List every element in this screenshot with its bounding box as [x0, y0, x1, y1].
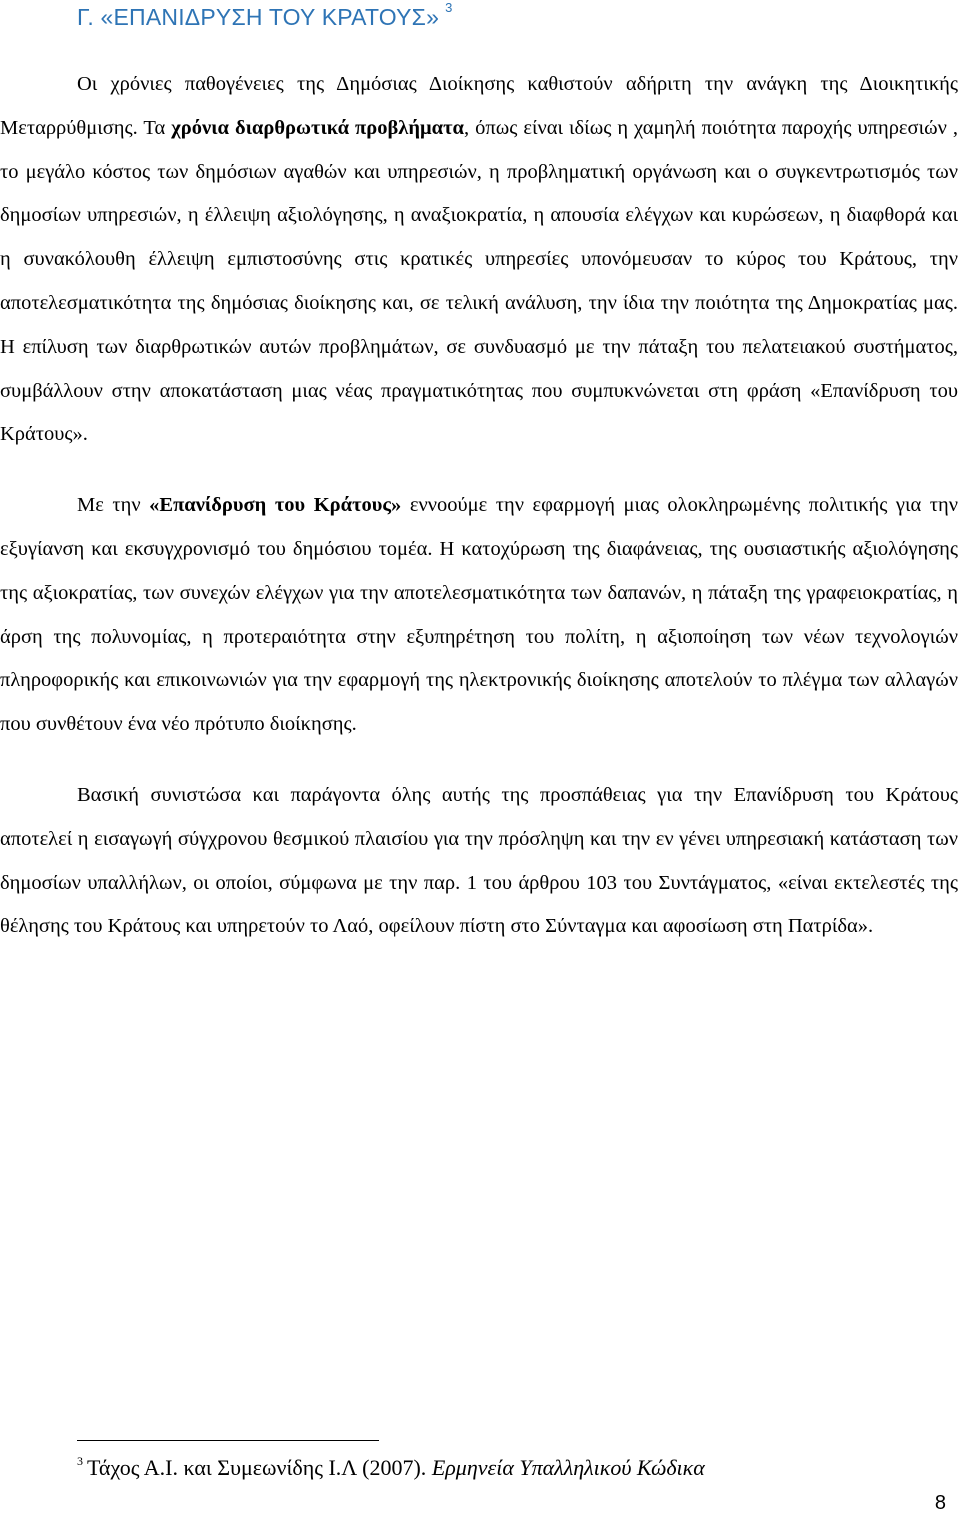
footnote-title: Ερμηνεία Υπαλληλικού Κώδικα — [431, 1455, 705, 1480]
paragraph-2-text-c: εννοούμε την εφαρμογή μιας ολοκληρωμένης πολιτικής για την εξυγίανση και εκσυγχρονισμό του δημόσιου τομέα. Η κατοχύρωση της διαφάνειας, της ουσιαστικής αξιολόγησης της αξιοκρατίας, των συνεχών ελέγχων για την αποτελεσματικότητα των δαπανών, η πάταξη της γραφειοκρατίας, η άρση της πολυνομίας, η προτεραιότητα στην εξυπηρέτηση του πολίτη, η αξιοποίηση των νέων τεχνολογιών πληροφορικής και επικοινωνιών για την εφαρμογή της ηλεκτρονικής διοίκησης αποτελούν το πλέγμα των αλλαγών που συνθέτουν ένα νέο πρότυπο διοίκησης. — [0, 494, 958, 736]
footnote-text: Τάχος Α.Ι. και Συμεωνίδης Ι.Λ (2007). — [87, 1455, 432, 1480]
paragraph-1 — [0, 63, 958, 457]
paragraph-3-text: Βασική συνιστώσα και παράγοντα όλης αυτής της προσπάθειας για την Επανίδρυση του Κράτους αποτελεί η εισαγωγή σύγχρονου θεσμικού πλαισίου για την πρόσληψη και την εν γένει υπηρεσιακή κατάσταση των δημοσίων υπαλλήλων, οι οποίοι, σύμφωνα με την παρ. 1 του άρθρου 103 του Συντάγματος, «είναι εκτελεστές της θέλησης του Κράτους και υπηρετούν το Λαό, οφείλουν πίστη στο Σύνταγμα και αφοσίωση στη Πατρίδα». — [0, 783, 958, 938]
footnote-separator — [77, 1440, 379, 1441]
paragraph-1-text-c: , όπως είναι ιδίως η χαμηλή ποιότητα παροχής υπηρεσιών , το μεγάλο κόστος των δημόσιων αγαθών και υπηρεσιών, η προβληματική οργάνωση και ο συγκεντρωτισμός των δημοσίων υπηρεσιών, η έλλειψη αξιολόγησης, η αναξιοκρατία, η απουσία ελέγχων και κυρώσεων, η διαφθορά και η συνακόλουθη έλλειψη εμπιστοσύνης στις κρατικές υπηρεσίες υπονόμευσαν το κύρος του Κράτους, την αποτελεσματικότητα της δημόσιας διοίκησης και, σε τελική ανάλυση, την ίδια την ποιότητα της Δημοκρατίας μας. Η επίλυση των διαρθρωτικών αυτών προβλημάτων, σε συνδυασμό με την πάταξη του πελατειακού συστήματος, συμβάλλουν στην αποκατάσταση μιας νέας πραγματικότητας που συμπυκνώνεται στη φράση «Επανίδρυση του Κράτους». — [0, 116, 959, 446]
footnote-mark: 3 — [77, 1454, 83, 1468]
paragraph-2 — [0, 484, 958, 747]
document-body — [0, 63, 958, 949]
section-heading — [77, 0, 453, 31]
heading-text: Γ. «ΕΠΑΝΙΔΡΥΣΗ ΤΟΥ ΚΡΑΤΟΥΣ» — [77, 4, 440, 30]
page-number: 8 — [934, 1492, 946, 1514]
paragraph-2-bold: «Επανίδρυση του Κράτους» — [149, 494, 402, 517]
paragraph-1-text-a: Οι χρόνιες παθογένειες της Δημόσιας Διοίκησης καθιστούν αδήριτη την ανάγκη της Διοικητικής Μεταρρύθμισης. Τα — [0, 73, 958, 139]
paragraph-2-text-a: Με την — [77, 494, 150, 517]
paragraph-3 — [0, 774, 958, 949]
paragraph-1-bold: χρόνια διαρθρωτικά προβλήματα — [171, 116, 464, 139]
footnote — [77, 1455, 705, 1481]
heading-footnote-ref[interactable]: 3 — [445, 0, 453, 16]
